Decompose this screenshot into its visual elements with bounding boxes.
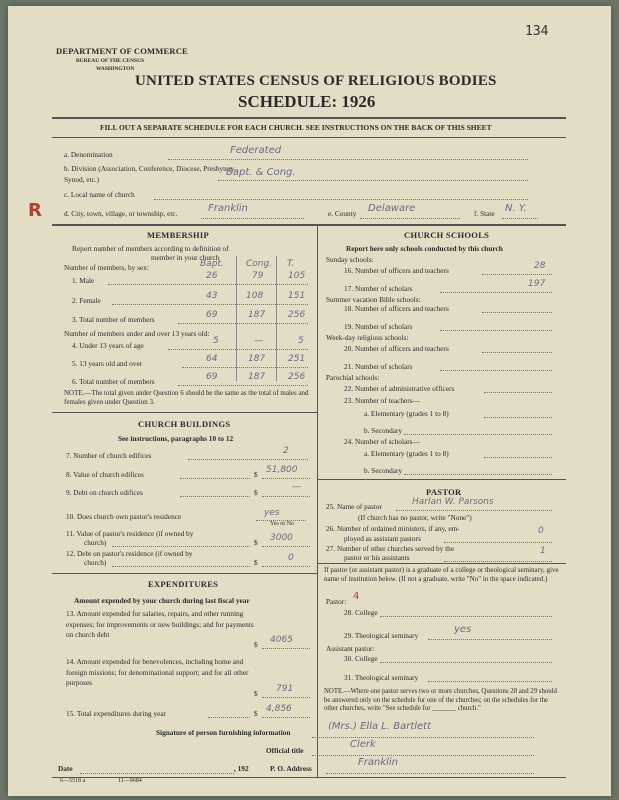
official-title-line (312, 755, 534, 756)
q31-line (428, 681, 552, 682)
expenditures-heading: EXPENDITURES (148, 579, 219, 589)
official-title-label: Official title (266, 746, 304, 755)
q19-line (440, 330, 552, 331)
pastor-mark: 4 (353, 591, 360, 602)
q19-label: 19. Number of scholars (344, 322, 413, 331)
q12-label-1: 12. Debt on pastor's residence (if owned by (66, 549, 193, 558)
weekday-schools-label: Week-day religious schools: (326, 333, 409, 342)
q26-label-2: ployed as assistant pastors (344, 534, 421, 543)
q26-label-1: 26. Number of ordained ministers, if any, em- (326, 524, 460, 533)
header-rule (52, 117, 566, 119)
local-name-label: c. Local name of church (64, 190, 135, 199)
q9-dollar: $ (254, 488, 258, 497)
q15-line (208, 717, 250, 718)
q21-label: 21. Number of scholars (344, 362, 413, 371)
local-name-line (154, 199, 528, 200)
q28-line (380, 616, 552, 617)
signature-value[interactable]: (Mrs.) Ella L. Bartlett (328, 721, 432, 732)
instruction-rule (52, 137, 566, 138)
q24a-label: a. Elementary (grades 1 to 8) (364, 449, 449, 458)
membership-note: NOTE.—The total given under Question 6 should be the same as the total of males and females given under Question 3. (64, 389, 309, 406)
q13-label: 13. Amount expended for salaries, repairs, and other running expenses; for improvements or new buildings; and for payments on church debt (66, 609, 254, 639)
under-13-line (168, 349, 308, 350)
q11-dollar: $ (254, 538, 258, 547)
division-label: b. Division (Association, Conference, Diocese, Presbytery, Synod, etc.) (64, 164, 236, 184)
city-line (201, 218, 304, 219)
buildings-heading: CHURCH BUILDINGS (138, 419, 231, 429)
po-address-label: P. O. Address (270, 764, 312, 773)
buildings-subheading: See instructions, paragraphs 10 to 12 (118, 434, 234, 443)
denomination-line (168, 159, 528, 160)
bureau-name: BUREAU OF THE CENSUS (76, 58, 145, 64)
q28-label: 28. College (344, 608, 378, 617)
q24a-line (484, 457, 552, 458)
sunday-schools-label: Sunday schools: (326, 255, 374, 264)
q22-line (484, 392, 552, 393)
signature-label: Signature of person furnishing information (156, 728, 291, 737)
total-age-cong[interactable]: 187 (248, 372, 266, 382)
instruction-line: FILL OUT A SEPARATE SCHEDULE FOR EACH CHURCH. SEE INSTRUCTIONS ON THE BACK OF THIS SHEET (100, 123, 492, 132)
female-bapt[interactable]: 43 (206, 291, 218, 301)
female-line (112, 304, 308, 305)
under-13-cong[interactable]: — (254, 336, 263, 346)
q8-value[interactable]: 51,800 (266, 465, 298, 475)
membership-intro-2: member in your church (151, 253, 220, 262)
q26-value[interactable]: 0 (538, 526, 544, 536)
over-13-cong[interactable]: 187 (248, 354, 266, 364)
q8-dollar: $ (254, 470, 258, 479)
q25-label: 25. Name of pastor (326, 502, 382, 511)
q11-line (112, 546, 250, 547)
department-name: DEPARTMENT OF COMMERCE (56, 46, 188, 56)
male-total[interactable]: 105 (288, 271, 306, 281)
summer-schools-label: Summer vacation Bible schools: (326, 295, 421, 304)
q29-value[interactable]: yes (454, 624, 472, 635)
q9-value[interactable]: — (292, 482, 301, 492)
graduate-note: If pastor (or assistant pastor) is a graduate of a college or theological seminary, give name of institution below. (If not a graduate, write "No" in the space indicated.) (324, 566, 559, 583)
total-bapt[interactable]: 69 (206, 310, 218, 320)
print-code: 11—9684 (118, 778, 142, 784)
over-13-line (182, 367, 308, 368)
q11-value[interactable]: 3000 (270, 533, 293, 543)
state-value[interactable]: N. Y. (505, 203, 527, 214)
total-age-total[interactable]: 256 (288, 372, 306, 382)
q29-line (428, 639, 552, 640)
county-line (360, 218, 460, 219)
po-address-line (326, 773, 534, 774)
q25-value[interactable]: Harlan W. Parsons (412, 497, 494, 507)
schedule-title: SCHEDULE: 1926 (238, 92, 376, 111)
form-title: UNITED STATES CENSUS OF RELIGIOUS BODIES (135, 73, 497, 89)
q9-label: 9. Debt on church edifices (66, 488, 143, 497)
q15-label: 15. Total expenditures during year (66, 709, 167, 718)
q11-label-2: church) (84, 538, 107, 547)
schools-subheading: Report here only schools conducted by this church (346, 244, 503, 253)
q14-value-line (262, 697, 310, 698)
q14-dollar: $ (254, 689, 258, 698)
q23-label: 23. Number of teachers— (344, 396, 420, 405)
q25-line (396, 510, 552, 511)
q27-value[interactable]: 1 (540, 546, 546, 556)
membership-intro-1: Report number of members according to definition of (72, 244, 229, 253)
q16-value[interactable]: 28 (534, 261, 546, 271)
q10-label: 10. Does church own pastor's residence (66, 512, 182, 521)
male-cong[interactable]: 79 (252, 271, 264, 281)
q24b-label: b. Secondary (364, 466, 403, 475)
pastor-mid-rule (317, 563, 566, 564)
over-13-total[interactable]: 251 (288, 354, 306, 364)
q24-label: 24. Number of scholars— (344, 437, 420, 446)
section-rule-top (52, 224, 566, 226)
q15-value[interactable]: 4,856 (266, 704, 292, 714)
q23b-line (404, 434, 552, 435)
city-value[interactable]: Franklin (208, 203, 249, 214)
q10-hint: Yes or No (270, 521, 295, 527)
parochial-schools-label: Parochial schools: (326, 373, 380, 382)
assistant-pastor-label: Assistant pastor: (326, 644, 375, 653)
q15-dollar: $ (254, 709, 258, 718)
members-by-sex-label: Number of members, by sex: (64, 263, 149, 272)
q17-line (440, 292, 552, 293)
pastor-heading: PASTOR (426, 487, 462, 497)
q26-line (444, 542, 552, 543)
q22-label: 22. Number of administrative officers (344, 384, 455, 393)
date-year: , 192 (234, 764, 249, 773)
q12-value-line (262, 566, 310, 567)
q29-label: 29. Theological seminary (344, 631, 419, 640)
county-label: e. County (328, 209, 357, 218)
pastor-label: Pastor: (326, 597, 347, 606)
census-schedule-page (8, 6, 611, 796)
expenditures-subheading: Amount expended by your church during last fiscal year (74, 596, 250, 605)
membership-heading: MEMBERSHIP (147, 230, 210, 240)
q12-label-2: church) (84, 558, 107, 567)
buildings-bottom-rule (52, 573, 317, 574)
state-line (502, 218, 538, 219)
q16-line (482, 274, 552, 275)
q23b-label: b. Secondary (364, 426, 403, 435)
form-code: 6—5518 a (60, 778, 86, 784)
q27-label-2: pastor or his assistants (344, 553, 410, 562)
state-label: f. State (474, 209, 495, 218)
q17-label: 17. Number of scholars (344, 284, 413, 293)
over-13-bapt[interactable]: 64 (206, 354, 218, 364)
membership-bottom-rule (52, 412, 317, 413)
q20-label: 20. Number of officers and teachers (344, 344, 449, 353)
denomination-label: a. Denomination (64, 150, 113, 159)
col-head-bapt: Bapt. (200, 259, 224, 269)
q11-label-1: 11. Value of pastor's residence (if owned by (66, 529, 194, 538)
under-13-bapt[interactable]: 5 (213, 336, 219, 346)
q8-value-line (262, 478, 310, 479)
q13-dollar: $ (254, 640, 258, 649)
q25-hint: (If church has no pastor, write "None") (358, 513, 472, 522)
q31-label: 31. Theological seminary (344, 673, 419, 682)
q24b-line (404, 474, 552, 475)
q11-value-line (262, 546, 310, 547)
under-13-total[interactable]: 5 (298, 336, 304, 346)
female-label: 2. Female (72, 296, 101, 305)
q16-label: 16. Number of officers and teachers (344, 266, 449, 275)
denomination-value[interactable]: Federated (230, 145, 282, 156)
q30-line (380, 662, 552, 663)
q7-label: 7. Number of church edifices (66, 451, 152, 460)
official-title-value[interactable]: Clerk (350, 739, 376, 750)
q8-line (180, 478, 250, 479)
po-address-value[interactable]: Franklin (358, 757, 399, 768)
male-line (108, 284, 308, 285)
total-age-line (178, 385, 308, 386)
q17-value[interactable]: 197 (528, 279, 546, 289)
col-head-total: T. (287, 259, 295, 269)
col-divider-2 (276, 256, 277, 381)
division-line (218, 180, 528, 181)
col-divider-1 (236, 256, 237, 381)
q7-line (188, 459, 308, 460)
q23a-label: a. Elementary (grades 1 to 8) (364, 409, 449, 418)
q14-value[interactable]: 791 (276, 684, 294, 694)
q14-label: 14. Amount expended for benevolences, including home and foreign missions; for denominational support; and for all other purposes (66, 657, 249, 687)
total-total[interactable]: 256 (288, 310, 306, 320)
schools-bottom-rule (317, 479, 566, 480)
q27-line (444, 561, 552, 562)
q9-line (180, 496, 250, 497)
bureau-city: WASHINGTON (96, 66, 135, 72)
female-cong[interactable]: 108 (246, 291, 264, 301)
pastor-note: NOTE.—Where one pastor serves two or more churches, Questions 28 and 29 should be answered only on the schedule for one of the churches; on the schedules for the other churches, write "See schedule for _______ church." (324, 688, 557, 713)
female-total[interactable]: 151 (288, 291, 306, 301)
male-label: 1. Male (72, 276, 95, 285)
male-bapt[interactable]: 26 (206, 271, 218, 281)
under-13-label: 4. Under 13 years of age (72, 341, 144, 350)
q27-label-1: 27. Number of other churches served by the (326, 544, 455, 553)
schools-heading: CHURCH SCHOOLS (404, 230, 490, 240)
q15-value-line (262, 717, 310, 718)
q12-dollar: $ (254, 558, 258, 567)
q18-line (482, 312, 552, 313)
city-label: d. City, town, village, or township, etc. (64, 209, 178, 218)
q12-line (112, 566, 250, 567)
col-head-cong: Cong. (246, 259, 273, 269)
q23a-line (484, 417, 552, 418)
total-cong[interactable]: 187 (248, 310, 266, 320)
red-mark: R (28, 200, 42, 221)
signature-line (312, 737, 534, 738)
q8-label: 8. Value of church edifices (66, 470, 144, 479)
over-13-label: 5. 13 years old and over (72, 359, 143, 368)
date-label: Date (58, 764, 73, 773)
total-members-line (178, 323, 308, 324)
q20-line (482, 352, 552, 353)
date-line (80, 773, 234, 774)
age-label: Number of members under and over 13 years old: (64, 329, 210, 338)
page-number: 134 (525, 24, 549, 39)
center-divider (317, 225, 318, 777)
division-value[interactable]: Bapt. & Cong. (226, 167, 296, 178)
total-age-bapt[interactable]: 69 (206, 372, 218, 382)
q18-label: 18. Number of officers and teachers (344, 304, 449, 313)
q10-value[interactable]: yes (264, 508, 280, 518)
q13-value-line (262, 648, 310, 649)
q12-value[interactable]: 0 (288, 553, 294, 563)
q7-value[interactable]: 2 (283, 446, 289, 456)
q13-value[interactable]: 4065 (270, 635, 293, 645)
q9-value-line (262, 496, 310, 497)
q21-line (440, 370, 552, 371)
county-value[interactable]: Delaware (368, 203, 416, 214)
total-members-label: 3. Total number of members (72, 315, 155, 324)
q30-label: 30. College (344, 654, 378, 663)
total-age-label: 6. Total number of members (72, 377, 155, 386)
